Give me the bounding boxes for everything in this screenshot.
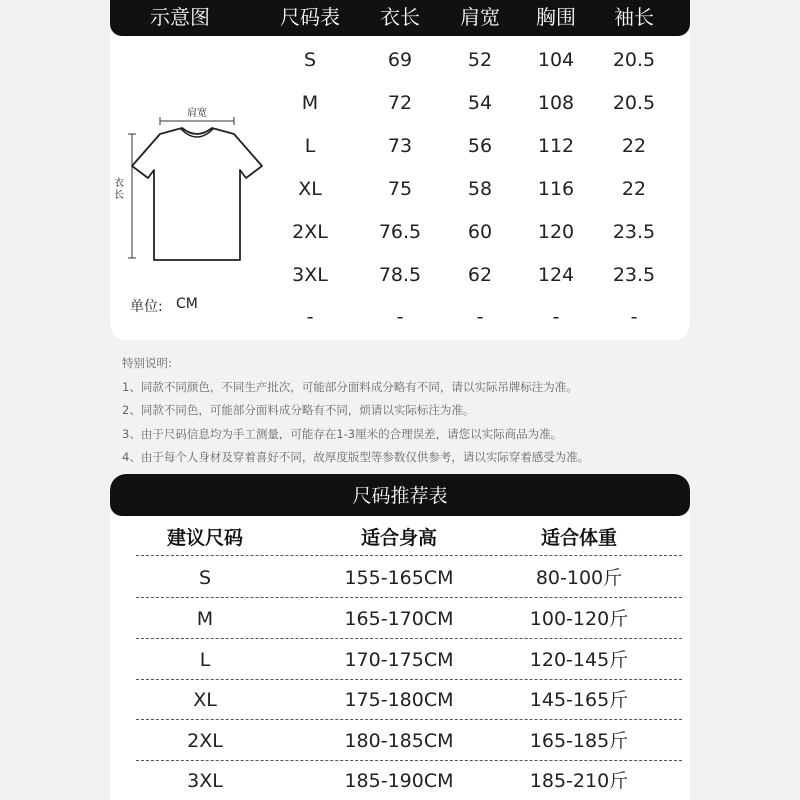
sleeve-cell: 22 [621, 178, 647, 200]
row-divider [136, 679, 682, 680]
shoulder-cell: 54 [467, 92, 493, 114]
recommendation-header [110, 474, 690, 516]
chest-cell: 116 [537, 178, 575, 200]
note-line: 4、由于每个人身材及穿着喜好不同，故厚度版型等参数仅供参考，请以实际穿着感受为准。 [122, 450, 590, 464]
note-line: 2、同款不同色，可能部分面料成分略有不同，烦请以实际标注为准。 [122, 403, 475, 417]
rec-weight-cell: 145-165斤 [529, 689, 629, 711]
size-cell: 3XL [292, 264, 328, 286]
shoulder-cell: 62 [467, 264, 493, 286]
size-chart-header [110, 0, 690, 36]
length-cell: 76.5 [378, 221, 422, 243]
header-height: 适合身高 [360, 527, 437, 549]
chest-cell: 108 [537, 92, 575, 114]
shoulder-label: 肩宽 [187, 108, 207, 119]
recommendation-row [110, 563, 690, 593]
header-chest: 胸围 [536, 5, 576, 29]
recommendation-row [110, 766, 690, 796]
header-length: 衣长 [380, 5, 420, 29]
size-row [110, 302, 690, 332]
chest-cell: 124 [537, 264, 575, 286]
shoulder-cell: 56 [467, 135, 493, 157]
length-cell: - [396, 306, 404, 328]
rec-size-cell: M [196, 608, 214, 630]
size-cell: XL [298, 178, 322, 200]
size-row [110, 131, 690, 161]
rec-height-cell: 165-170CM [344, 608, 454, 630]
size-row [110, 217, 690, 247]
recommendation-row [110, 604, 690, 634]
rec-height-cell: 185-190CM [344, 770, 454, 792]
rec-weight-cell: 80-100斤 [535, 567, 623, 589]
row-divider [136, 760, 682, 761]
chest-cell: 112 [537, 135, 575, 157]
length-cell: 72 [387, 92, 413, 114]
chest-cell: 104 [537, 49, 575, 71]
note-line: 1、同款不同颜色，不同生产批次，可能部分面料成分略有不同，请以实际吊牌标注为准。 [122, 379, 578, 394]
recommendation-column-headers [110, 524, 690, 552]
size-cell: M [301, 92, 319, 114]
length-cell: 69 [387, 49, 413, 71]
rec-height-cell: 170-175CM [344, 649, 454, 671]
shoulder-cell: 52 [467, 49, 493, 71]
size-recommendation-card [110, 474, 690, 800]
length-cell: 78.5 [378, 264, 422, 286]
rec-size-cell: S [198, 567, 212, 589]
sleeve-cell: 23.5 [612, 264, 656, 286]
rec-height-cell: 175-180CM [344, 689, 454, 711]
header-size: 尺码表 [280, 5, 340, 29]
size-chart-card [110, 0, 690, 340]
size-cell: 2XL [292, 221, 328, 243]
rec-size-cell: XL [193, 689, 217, 711]
sleeve-cell: 20.5 [612, 92, 656, 114]
row-divider [136, 555, 682, 556]
length-cell: 73 [387, 135, 413, 157]
size-row [110, 88, 690, 118]
recommendation-title: 尺码推荐表 [352, 485, 448, 507]
sleeve-cell: - [630, 306, 638, 328]
sleeve-cell: 23.5 [612, 221, 656, 243]
header-sleeve: 袖长 [614, 5, 654, 29]
size-cell: - [306, 306, 314, 328]
row-divider [136, 638, 682, 639]
sleeve-cell: 20.5 [612, 49, 656, 71]
rec-size-cell: 3XL [187, 770, 223, 792]
chest-cell: - [552, 306, 560, 328]
unit-value: CM [176, 296, 198, 312]
length-label: 衣长 [114, 178, 124, 201]
header-shoulder: 肩宽 [460, 5, 500, 29]
unit-label: 单位: [130, 299, 163, 315]
row-divider [136, 719, 682, 720]
shoulder-cell: 58 [467, 178, 493, 200]
note-line: 3、由于尺码信息均为手工测量，可能存在1-3厘米的合理误差，请您以实际商品为准。 [122, 426, 563, 441]
rec-weight-cell: 165-185斤 [529, 730, 629, 752]
recommendation-row [110, 685, 690, 715]
rec-size-cell: L [199, 649, 211, 671]
recommendation-row [110, 645, 690, 675]
notes-title: 特别说明: [122, 356, 172, 370]
header-diagram: 示意图 [150, 5, 210, 29]
rec-weight-cell: 120-145斤 [529, 649, 629, 671]
sleeve-cell: 22 [621, 135, 647, 157]
shoulder-cell: - [476, 306, 484, 328]
special-notes [122, 352, 722, 470]
size-row [110, 174, 690, 204]
row-divider [136, 597, 682, 598]
chest-cell: 120 [537, 221, 575, 243]
rec-height-cell: 155-165CM [344, 567, 454, 589]
shoulder-cell: 60 [467, 221, 493, 243]
size-row [110, 260, 690, 290]
size-cell: L [304, 135, 316, 157]
recommendation-row [110, 726, 690, 756]
rec-size-cell: 2XL [187, 730, 223, 752]
header-weight: 适合体重 [540, 527, 617, 549]
size-cell: S [303, 49, 317, 71]
length-cell: 75 [387, 178, 413, 200]
header-suggested-size: 建议尺码 [166, 527, 243, 549]
rec-height-cell: 180-185CM [344, 730, 454, 752]
rec-weight-cell: 185-210斤 [529, 770, 629, 792]
size-row [110, 45, 690, 75]
rec-weight-cell: 100-120斤 [529, 608, 629, 630]
